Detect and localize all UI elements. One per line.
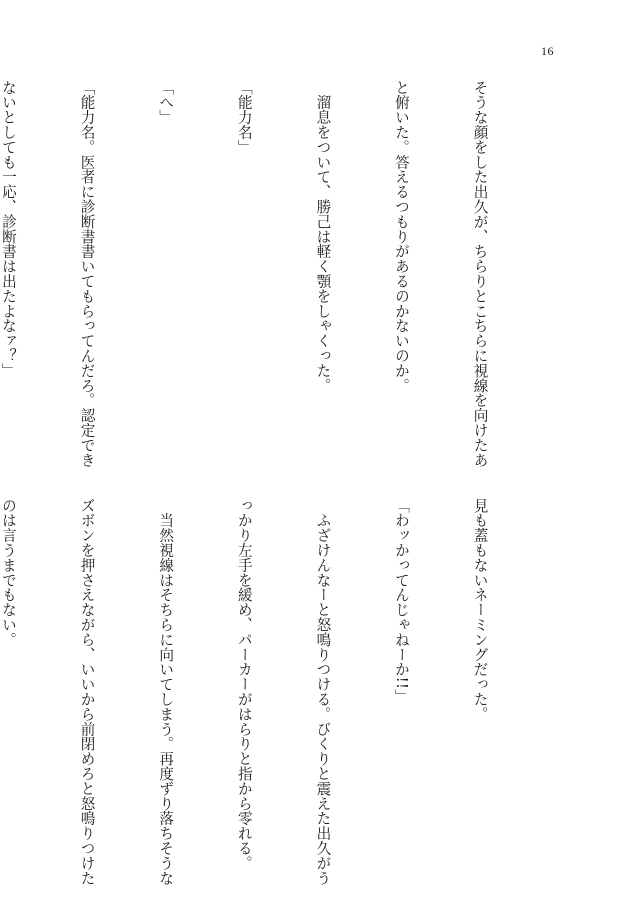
text-line: のは言うまでもない。 xyxy=(0,498,17,647)
page-number: 16 xyxy=(541,44,554,58)
text-line: 「へ」 xyxy=(157,80,175,125)
text-line: 「能力名」 xyxy=(235,80,253,155)
text-line: そうな顔をした出久が、ちらりとこちらに視線を向けたあ xyxy=(471,80,489,468)
text-line: 当然視線はそちらに向いてしまう。再度ずり落ちそうな xyxy=(157,498,175,886)
text-line: 「能力名。医者に診断書書いてもらってんだろ。認定でき xyxy=(78,80,96,468)
text-line: 溜息をついて、勝己は軽く顎をしゃくった。 xyxy=(314,80,332,393)
text-line: 見も蓋もないネーミングだった。 xyxy=(471,498,489,722)
text-line: ふざけんなーと怒鳴りつける。びくりと震えた出久がう xyxy=(314,498,332,886)
text-block-bottom xyxy=(0,498,545,886)
text-line: ズボンを押さえながら、いいから前閉めろと怒鳴りつけた xyxy=(78,498,96,886)
text-line: と俯いた。答えるつもりがあるのかないのか。 xyxy=(392,80,410,393)
text-line: っかり左手を緩め、パーカーがはらりと指から零れる。 xyxy=(235,498,253,871)
text-line: 「わッかってんじゃねーか!!」 xyxy=(392,498,410,705)
text-line: ないとしても一応、診断書は出たよなァ？」 xyxy=(0,80,17,378)
text-block-top xyxy=(0,80,545,468)
